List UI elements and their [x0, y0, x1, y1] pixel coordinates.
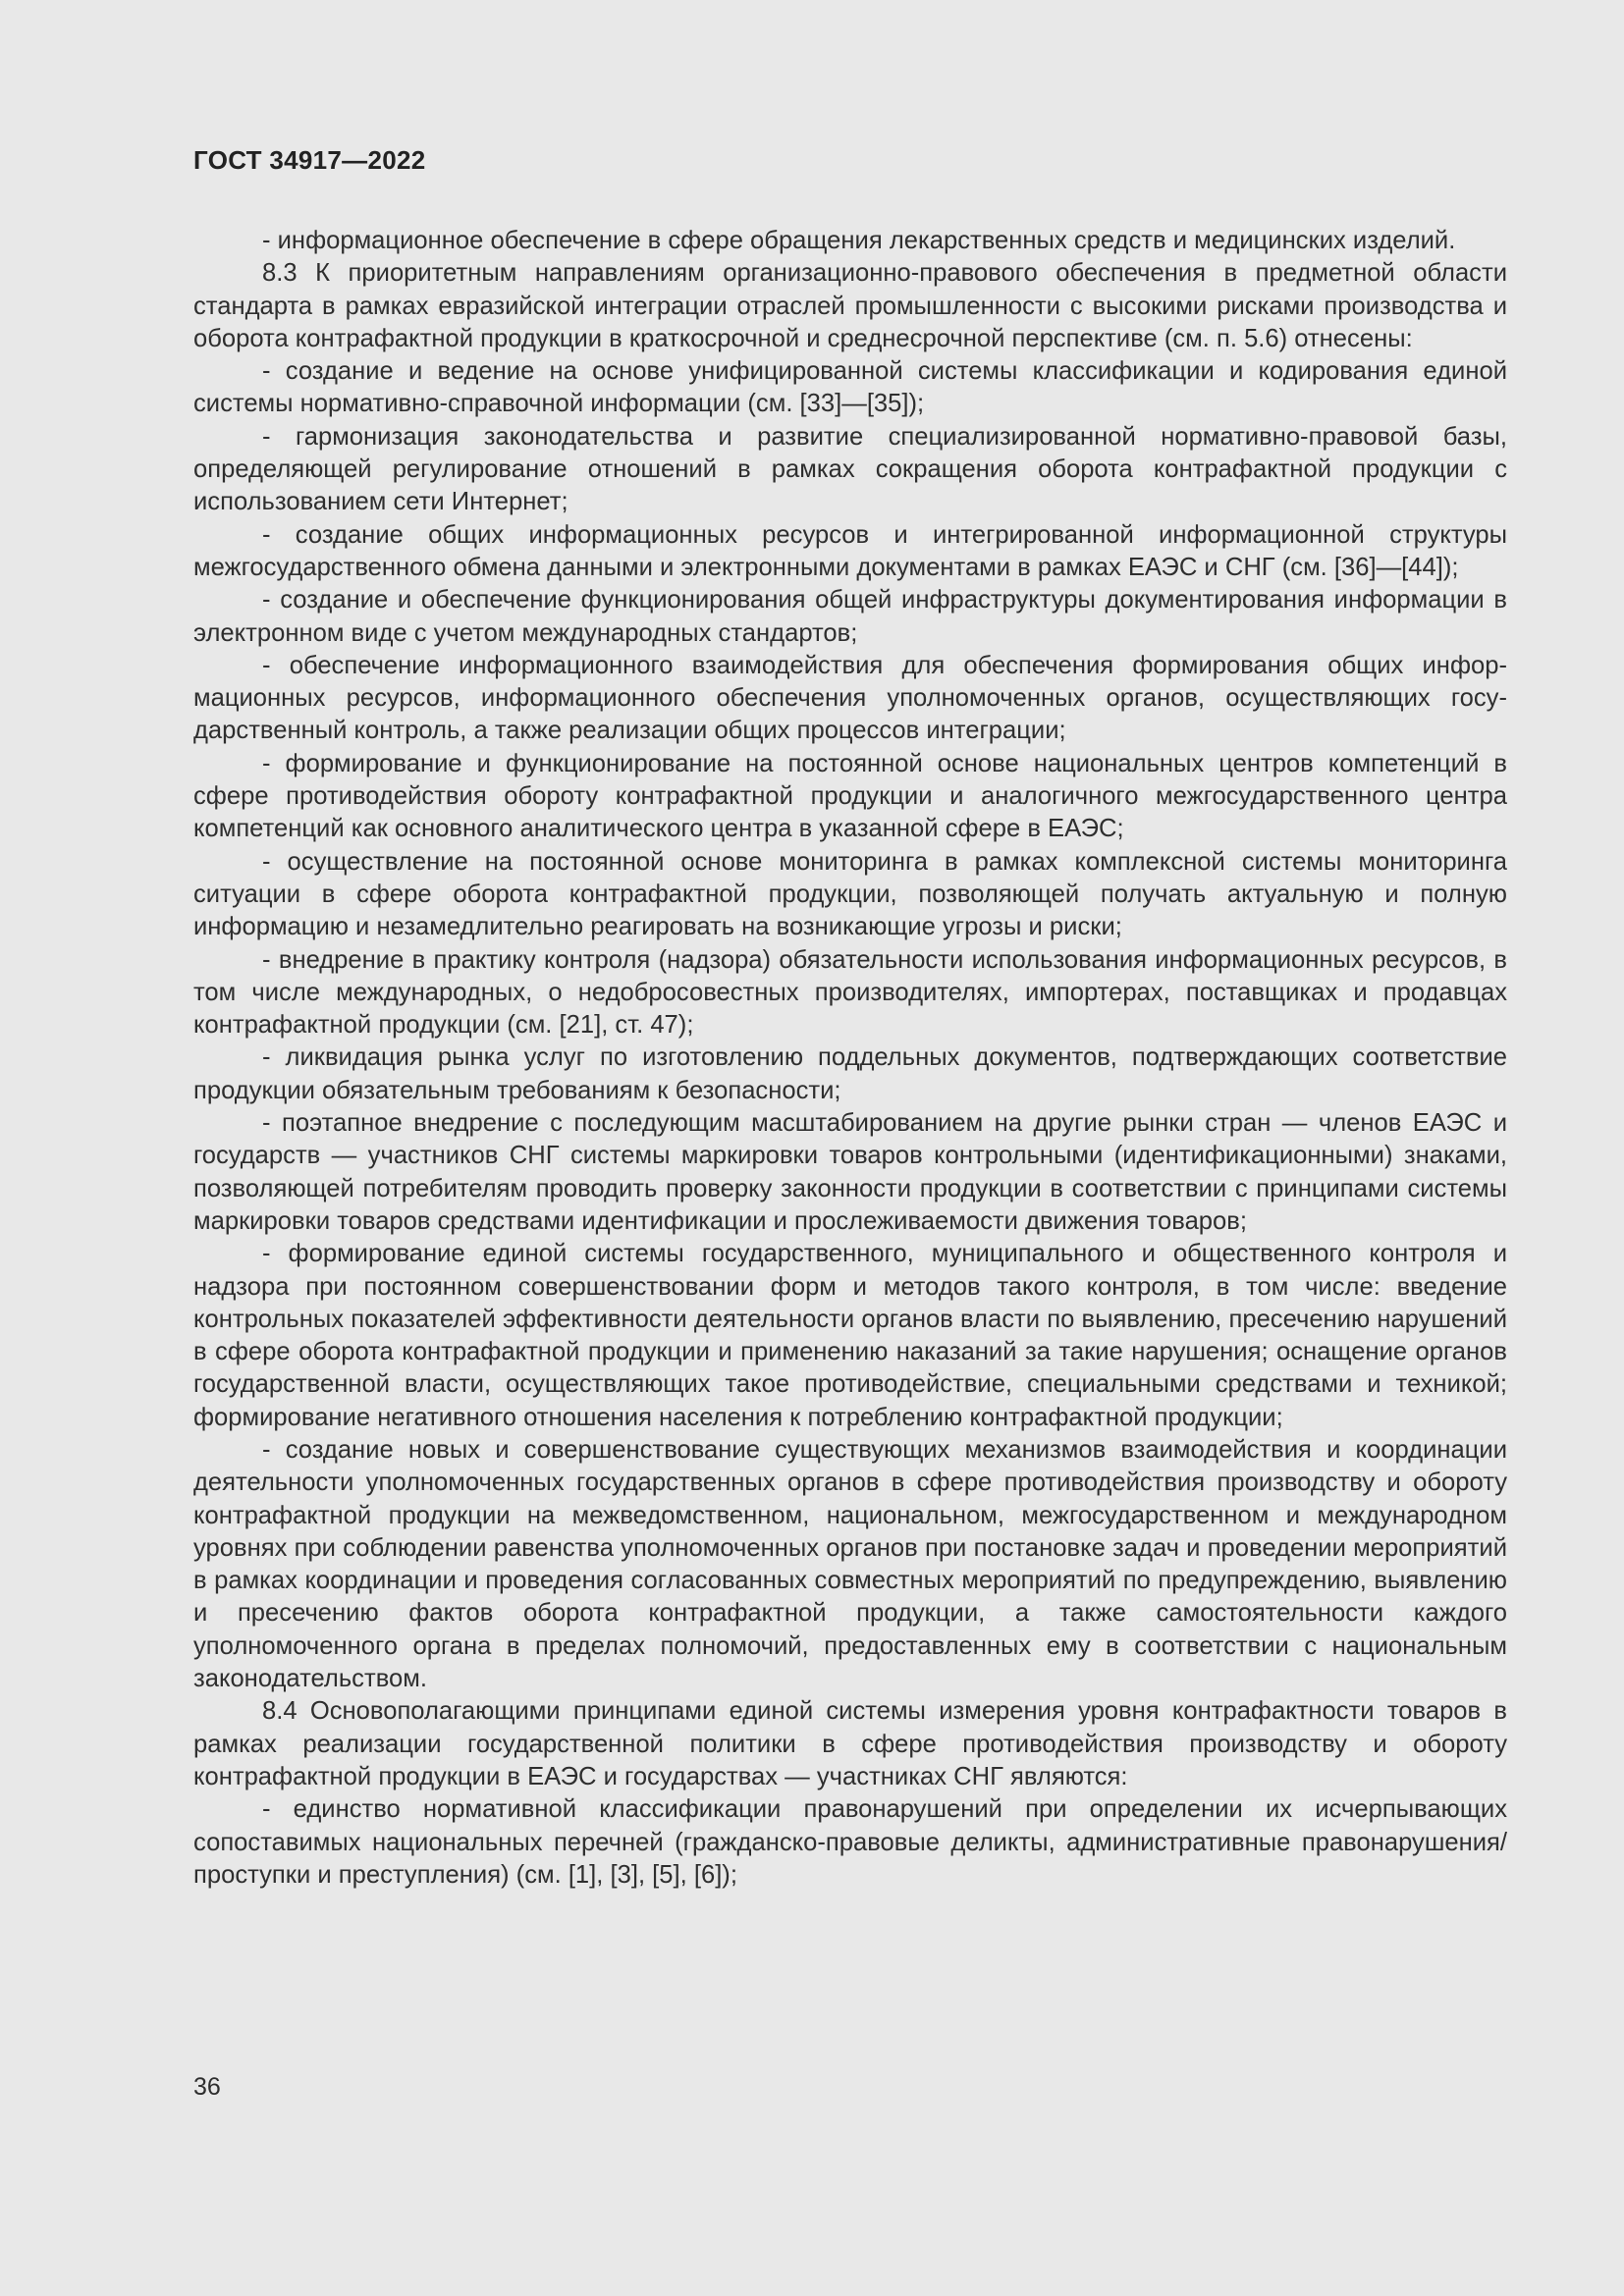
paragraph: - создание и ведение на основе унифицированной системы классификации и кодирования единой системы нормативно-справочной информации (см. [33]—[35]);	[193, 357, 1507, 418]
paragraph: - создание и обеспечение функционирования общей инфраструктуры документирования информации в электронном виде с учетом международных стандартов;	[193, 586, 1507, 647]
paragraph: - единство нормативной классификации правонарушений при определении их исчерпывающих сопоставимых национальных перечней (гражданско-правовые деликты, административные правонарушения/проступки и преступления) (см. [1], [3], [5], [6]);	[193, 1795, 1507, 1889]
paragraph: - формирование единой системы государственного, муниципального и общественного контроля и надзора при постоянном совершенствовании форм и методов такого контроля, в том числе: введение контрольных показателей эффективности деятельности органов власти по выявлению, пресечению нарушений в сфере оборота контрафактной продукции и применению наказаний за такие нарушения; оснащение органов государственной власти, осуществляющих такое противодействие, специальными средствами и техникой; формирование негативного отношения населения к потреблению контрафактной продукции;	[193, 1240, 1507, 1431]
paragraph: - поэтапное внедрение с последующим масштабированием на другие рынки стран — членов ЕАЭС и государств — участников СНГ системы маркировки товаров контрольными (идентификационными) знаками, позволяющей потребителям проводить проверку законности продукции в соответствии с принципами системы маркировки товаров средствами идентификации и прослеживаемости движения товаров;	[193, 1109, 1507, 1235]
document-body	[193, 225, 1507, 1892]
paragraph: - осуществление на постоянной основе мониторинга в рамках комплексной системы мониторинга ситуации в сфере оборота контрафактной продукции, позволяющей получать актуальную и полную информацию и незамедлительно реагировать на возникающие угрозы и риски;	[193, 847, 1507, 941]
paragraph: - информационное обеспечение в сфере обращения лекарственных средств и медицинских изделий.	[262, 227, 1456, 254]
paragraph: - внедрение в практику контроля (надзора) обязательности использования информационных ресурсов, в том числе международных, о недобросовестных производителях, импортерах, поставщиках и продавцах контрафактной продукции (см. [21], ст. 47);	[193, 945, 1507, 1040]
paragraph: - обеспечение информационного взаимодействия для обеспечения формирования общих информационных ресурсов, информационного обеспечения уполномоченных органов, осуществляющих государственный контроль, а также реализации общих процессов интеграции;	[193, 651, 1507, 745]
paragraph: - создание новых и совершенствование существующих механизмов взаимодействия и координации деятельности уполномоченных государственных органов в сфере противодействия производству и обороту контрафактной продукции на межведомственном, национальном, межгосударственном и международном уровнях при соблюдении равенства уполномоченных органов при постановке задач и проведении мероприятий в рамках координации и проведения согласованных совместных мероприятий по предупреждению, выявлению и пресечению фактов оборота контрафактной продукции, а также самостоятельности каждого уполномоченного органа в пределах полномочий, предоставленных ему в соответствии с национальным законодательством.	[193, 1435, 1507, 1693]
document-header-title: ГОСТ 34917—2022	[193, 145, 426, 175]
paragraph: 8.3 К приоритетным направлениям организационно-правового обеспечения в предметной области стандарта в рамках евразийской интеграции отраслей промышленности с высокими рисками производства и оборота контрафактной продукции в краткосрочной и среднесрочной перспективе (см. п. 5.6) отнесены:	[193, 259, 1507, 352]
paragraph: - создание общих информационных ресурсов и интегрированной информационной структуры межгосударственного обмена данными и электронными документами в рамках ЕАЭС и СНГ (см. [36]—[44]);	[193, 520, 1507, 581]
paragraph: - гармонизация законодательства и развитие специализированной нормативно-правовой базы, определяющей регулирование отношений в рамках сокращения оборота контрафактной продукции с использованием сети Интернет;	[193, 422, 1507, 516]
paragraph: - ликвидация рынка услуг по изготовлению поддельных документов, подтверждающих соответствие продукции обязательным требованиям к безопасности;	[193, 1043, 1507, 1104]
page-number: 36	[193, 2073, 221, 2101]
paragraph: - формирование и функционирование на постоянной основе национальных центров компетенций в сфере противодействия обороту контрафактной продукции и аналогичного межгосударственного центра компетенций как основного аналитического центра в указанной сфере в ЕАЭС;	[193, 749, 1507, 843]
paragraph: 8.4 Основополагающими принципами единой системы измерения уровня контрафактности товаров в рамках реализации государственной политики в сфере противодействия производству и обороту контрафактной продукции в ЕАЭС и государствах — участниках СНГ являются:	[193, 1697, 1507, 1790]
